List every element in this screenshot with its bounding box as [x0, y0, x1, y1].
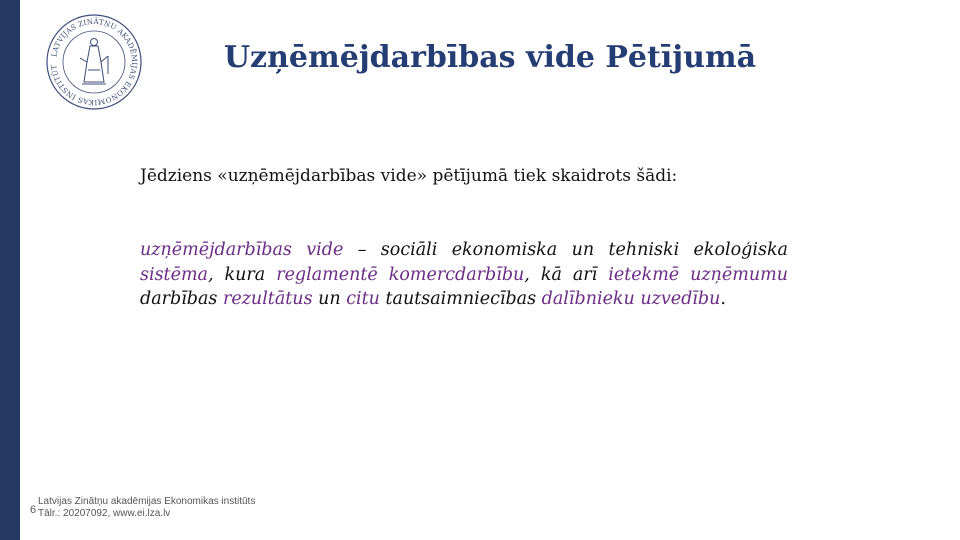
slide-number: 6: [30, 504, 37, 516]
institute-logo: [44, 12, 144, 112]
definition-highlight: citu: [346, 289, 380, 309]
definition-text: , kā arī: [524, 264, 609, 285]
slide-title: Uzņēmējdarbības vide Pētījumā: [223, 40, 757, 75]
definition-text: – sociāli ekonomiska un tehniski ekoloģiska: [343, 240, 788, 260]
definition-highlight: uzņēmējdarbības vide: [140, 240, 344, 260]
definition-text: .: [720, 289, 726, 309]
definition-text: darbības: [140, 289, 223, 309]
definition-text: , kura: [207, 264, 277, 285]
intro-text: Jēdziens «uzņēmējdarbības vide» pētījumā tiek skaidrots šādi:: [140, 166, 678, 186]
definition-highlight: reglamentē komercdarbību: [276, 264, 525, 285]
footer-contact: Tālr.: 20207092, www.ei.lza.lv: [38, 508, 171, 519]
definition-highlight: rezultātus: [222, 289, 313, 309]
definition-paragraph: [140, 238, 788, 312]
footer: [38, 496, 255, 520]
institute-seal-icon: [44, 12, 144, 112]
definition-highlight: ietekmē uzņēmumu: [608, 264, 788, 285]
definition-highlight: sistēma: [140, 264, 208, 285]
definition-text: tautsaimniecības: [379, 289, 542, 309]
side-accent-bar: [0, 0, 20, 540]
definition-text: un: [312, 289, 347, 309]
logo-ring-text: LATVIJAS ZINĀTŅU AKADĒMIJAS EKONOMIKAS INSTITŪT: [49, 16, 140, 108]
definition-highlight: dalībnieku uzvedību: [541, 289, 721, 309]
footer-institute-name: Latvijas Zinātņu akadēmijas Ekonomikas institūts: [38, 496, 256, 507]
